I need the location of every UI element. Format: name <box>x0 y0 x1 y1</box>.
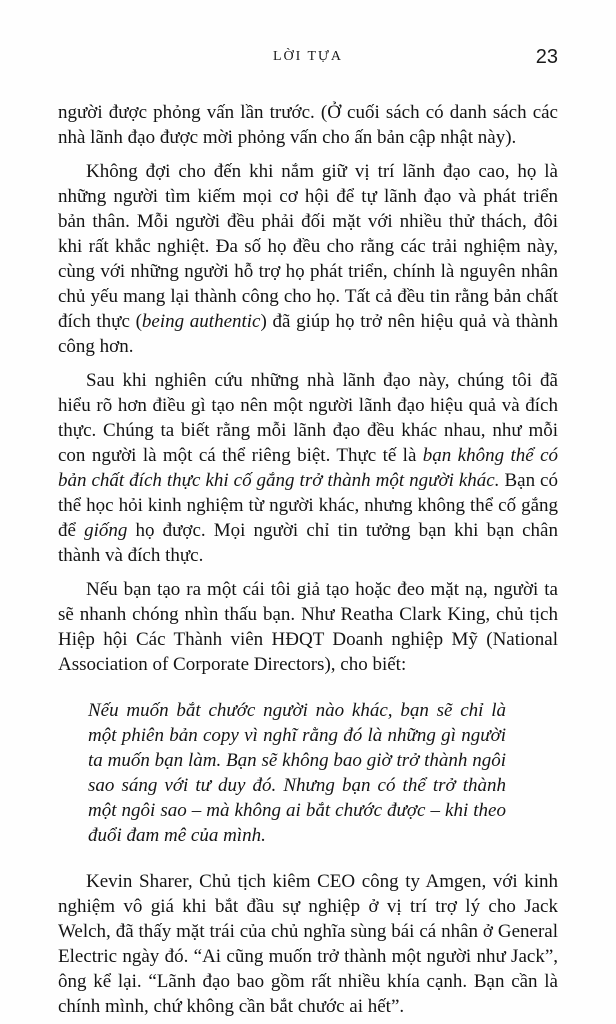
italic-segment: being authentic <box>141 311 261 332</box>
italic-segment: bạn không thể có bản chất đích thực khi cố gắng trở thành một người khác. <box>58 445 558 491</box>
text-segment: ) đã giúp họ trở nên hiệu quả và thành công hơn. <box>58 311 558 357</box>
text-segment: Bạn có thể học hỏi kinh nghiệm từ người khác, nhưng không thể cố gắng để <box>58 470 558 541</box>
italic-segment: giống <box>84 520 128 541</box>
text-segment: Không đợi cho đến khi nắm giữ vị trí lãnh đạo cao, họ là những người tìm kiếm mọi cơ hội để tự lãnh đạo và phát triển bản thân. Mỗi người đều phải đối mặt với nhiều thử thách, đôi khi rất khắc nghiệt. Đa số họ đều cho rằng các trải nghiệm này, cùng với những người hỗ trợ họ phát triển, chính là nguyên nhân chủ yếu mang lại thành công cho họ. Tất cả đều tin rằng bản chất đích thực ( <box>58 161 558 332</box>
running-header <box>58 46 558 70</box>
page-body <box>58 100 558 1019</box>
text-segment: Sau khi nghiên cứu những nhà lãnh đạo này, chúng tôi đã hiểu rõ hơn điều gì tạo nên một người lãnh đạo hiệu quả và đích thực. Chúng ta biết rằng mỗi lãnh đạo đều khác nhau, như mỗi con người là một cá thể riêng biệt. Thực tế là <box>58 370 558 466</box>
paragraph-3 <box>58 368 558 568</box>
block-quote: Nếu muốn bắt chước người nào khác, bạn sẽ chỉ là một phiên bản copy vì nghĩ rằng đó là những gì người ta muốn bạn làm. Bạn sẽ không bao giờ trở thành ngôi sao sáng với tư duy đó. Nhưng bạn có thể trở thành một ngôi sao – mà không ai bắt chước được – khi theo đuổi đam mê của mình. <box>88 700 506 846</box>
page-number: 23 <box>535 46 558 68</box>
paragraph-5: Kevin Sharer, Chủ tịch kiêm CEO công ty Amgen, với kinh nghiệm vô giá khi bắt đầu sự nghiệp ở vị trí trợ lý cho Jack Welch, đã thấy mặt trái của chủ nghĩa sùng bái cá nhân ở General Electric ngày đó. “Ai cũng muốn trở thành một người như Jack”, ông kể lại. “Lãnh đạo bao gồm rất nhiều khía cạnh. Bạn cần là chính mình, chứ không cần bắt chước ai hết”. <box>58 871 558 1017</box>
paragraph-4: Nếu bạn tạo ra một cái tôi giả tạo hoặc đeo mặt nạ, người ta sẽ nhanh chóng nhìn thấu bạn. Như Reatha Clark King, chủ tịch Hiệp hội Các Thành viên HĐQT Doanh nghiệp Mỹ (National Association of Corporate Directors), cho biết: <box>58 579 558 675</box>
text-segment: họ được. Mọi người chỉ tin tưởng bạn khi bạn chân thành và đích thực. <box>58 520 558 566</box>
chapter-title: LỜI TỰA <box>272 49 344 64</box>
paragraph-2 <box>58 159 558 359</box>
paragraph-continuation: người được phỏng vấn lần trước. (Ở cuối sách có danh sách các nhà lãnh đạo được mời phỏng vấn cho ấn bản cập nhật này). <box>58 102 558 148</box>
